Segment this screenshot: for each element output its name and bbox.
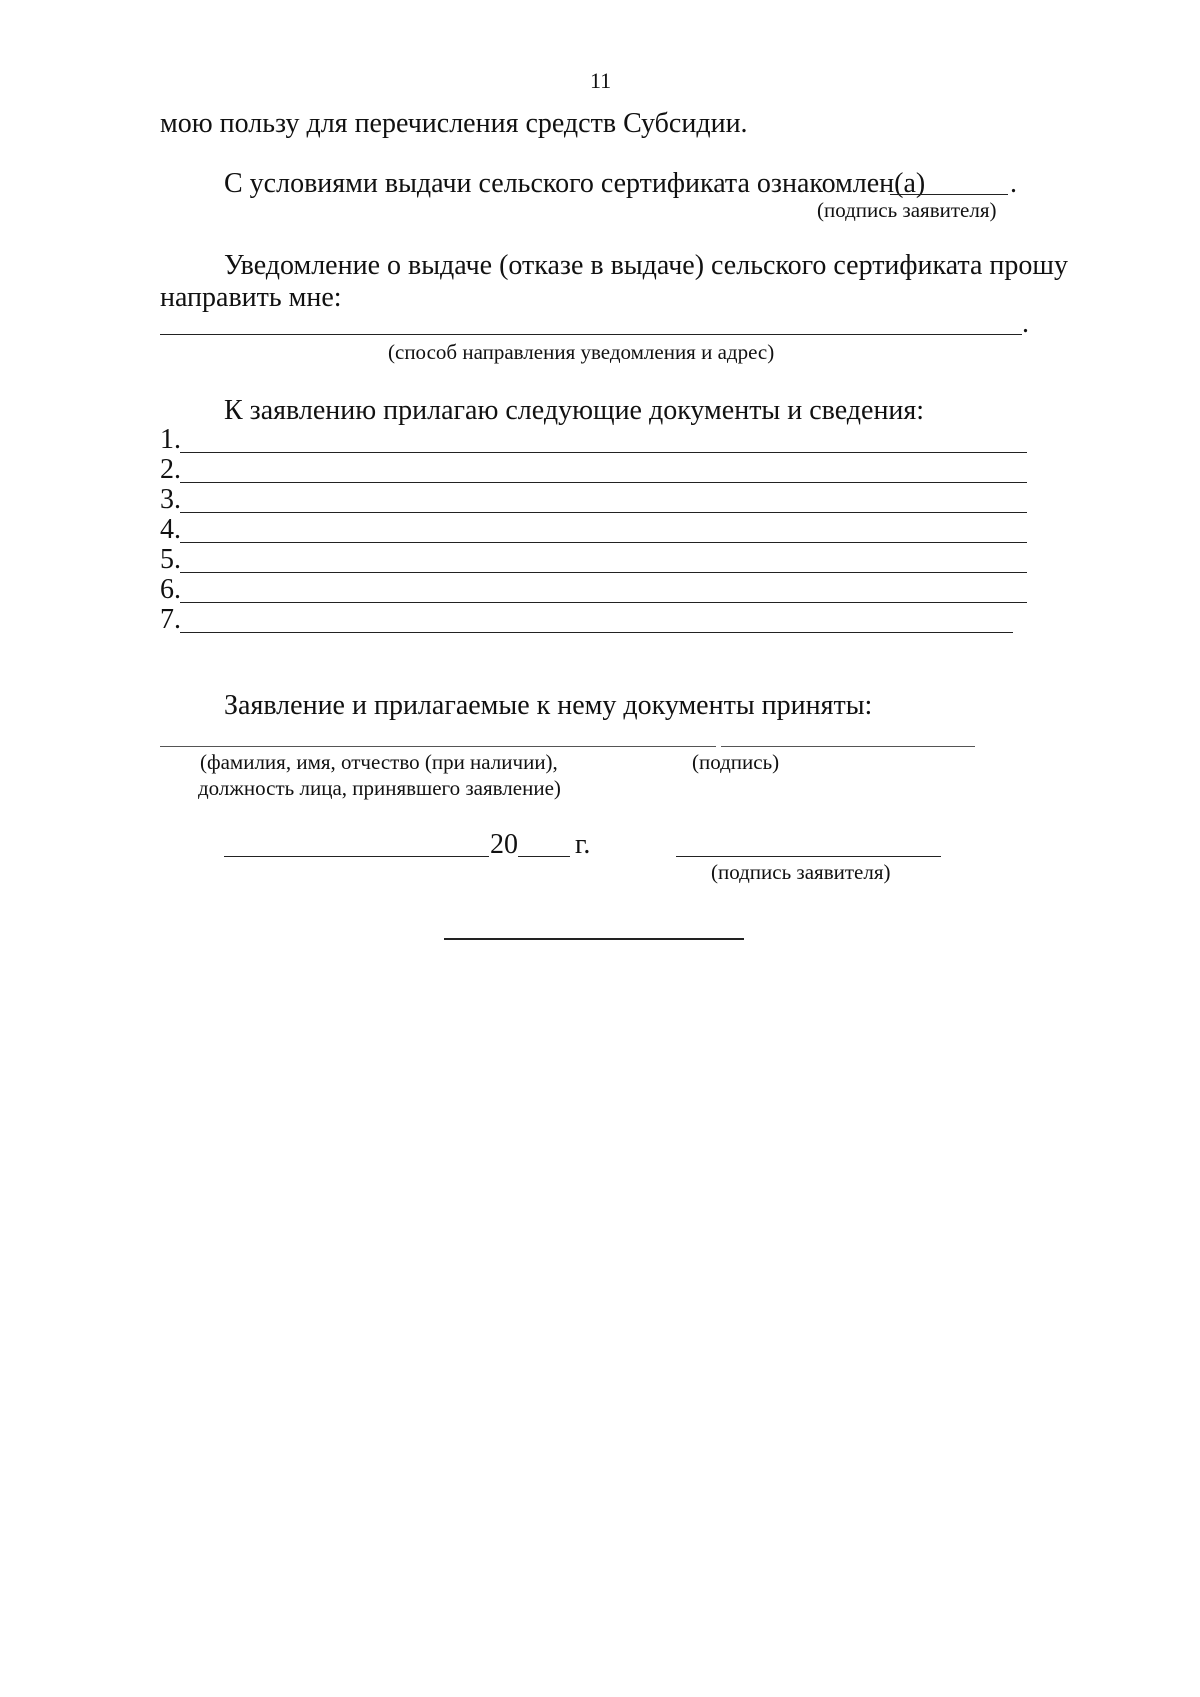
accepted-name-line[interactable] bbox=[160, 746, 716, 747]
attachment-number-1: 1. bbox=[160, 424, 181, 455]
attachment-line-7[interactable] bbox=[180, 632, 1013, 633]
accepted-signature-line[interactable] bbox=[721, 746, 975, 747]
attachment-line-2[interactable] bbox=[180, 482, 1027, 483]
accepted-caption-signature: (подпись) bbox=[692, 750, 780, 774]
attachment-number-2: 2. bbox=[160, 454, 181, 485]
attachment-line-5[interactable] bbox=[180, 572, 1027, 573]
notification-line2: направить мне: bbox=[160, 282, 342, 313]
intro-line: мою пользу для перечисления средств Субсидии. bbox=[160, 108, 748, 139]
applicant-signature-caption: (подпись заявителя) bbox=[711, 860, 891, 884]
accepted-heading: Заявление и прилагаемые к нему документы приняты: bbox=[224, 690, 873, 721]
attachment-number-5: 5. bbox=[160, 544, 181, 575]
date-day-month-line[interactable] bbox=[224, 856, 489, 857]
attachment-number-7: 7. bbox=[160, 604, 181, 635]
attachment-line-6[interactable] bbox=[180, 602, 1027, 603]
attachment-number-3: 3. bbox=[160, 484, 181, 515]
accepted-caption-name-line1: (фамилия, имя, отчество (при наличии), bbox=[200, 750, 558, 774]
notification-line1: Уведомление о выдаче (отказе в выдаче) сельского сертификата прошу bbox=[224, 250, 1068, 281]
closing-separator bbox=[444, 938, 744, 940]
date-year-prefix: 20 bbox=[490, 829, 518, 860]
attachment-line-3[interactable] bbox=[180, 512, 1027, 513]
conditions-text: С условиями выдачи сельского сертификата ознакомлен(а) bbox=[224, 168, 926, 199]
conditions-caption: (подпись заявителя) bbox=[817, 198, 997, 222]
attachment-number-6: 6. bbox=[160, 574, 181, 605]
attachment-line-1[interactable] bbox=[180, 452, 1027, 453]
attachment-number-4: 4. bbox=[160, 514, 181, 545]
date-year-line[interactable] bbox=[518, 856, 570, 857]
attachment-line-4[interactable] bbox=[180, 542, 1027, 543]
attachments-heading: К заявлению прилагаю следующие документы и сведения: bbox=[224, 395, 925, 426]
accepted-caption-name-line2: должность лица, принявшего заявление) bbox=[198, 776, 561, 800]
date-year-suffix: г. bbox=[575, 829, 591, 860]
page-number: 11 bbox=[590, 68, 612, 93]
applicant-signature-line[interactable] bbox=[676, 856, 941, 857]
conditions-end-mark: . bbox=[1010, 168, 1017, 199]
conditions-signature-line[interactable] bbox=[890, 194, 1008, 195]
notification-end-mark: . bbox=[1022, 308, 1029, 339]
notification-address-line[interactable] bbox=[160, 334, 1022, 335]
notification-caption: (способ направления уведомления и адрес) bbox=[388, 340, 775, 364]
